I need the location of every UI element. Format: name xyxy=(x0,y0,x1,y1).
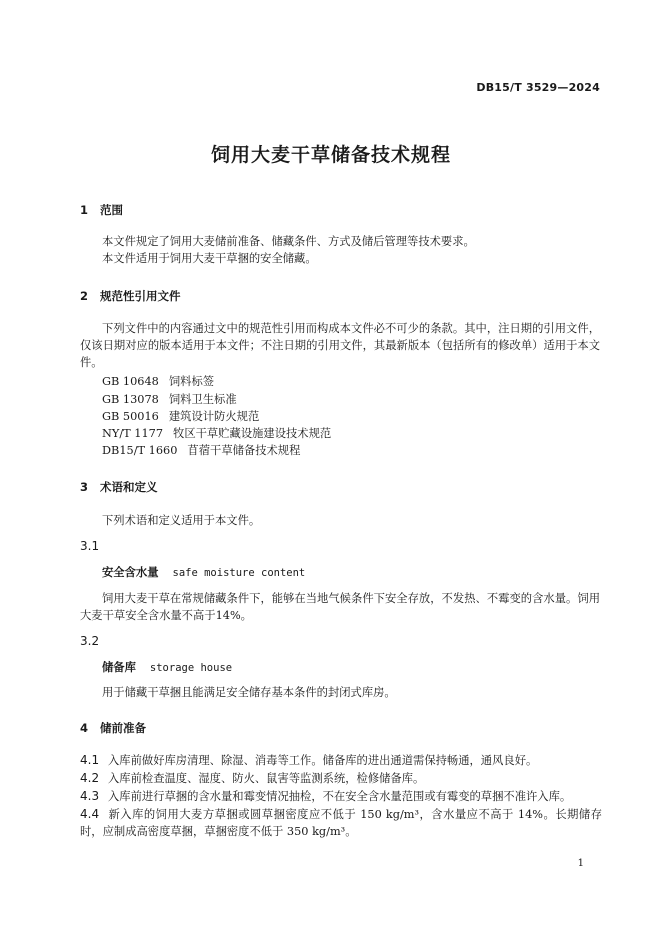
term-definition: 用于储藏干草捆且能满足安全储存基本条件的封闭式库房。 xyxy=(102,686,396,699)
reference-item xyxy=(102,442,300,458)
section-2-heading xyxy=(80,288,181,304)
reference-title: 苜蓿干草储备技术规程 xyxy=(187,444,301,457)
clause-number: 4.2 xyxy=(80,771,100,785)
section-number: 2 xyxy=(80,289,89,303)
term-number: 3.2 xyxy=(80,634,100,648)
clause-item xyxy=(80,806,602,840)
paragraph: 下列文件中的内容通过文中的规范性引用而构成本文件必不可少的条款。其中，注日期的引用文件，仅该日期对应的版本适用于本文件；不注日期的引用文件，其最新版本（包括所有的修改单）适用于本文件。 xyxy=(80,322,600,369)
reference-item xyxy=(102,391,237,407)
clause-text: 入库前做好库房清理、除湿、消毒等工作。储备库的进出通道需保持畅通，通风良好。 xyxy=(108,754,538,767)
clause-text: 入库前检查温度、湿度、防火、鼠害等监测系统，检修储备库。 xyxy=(108,772,425,785)
section-1-heading xyxy=(80,202,123,218)
section-number: 3 xyxy=(80,480,89,494)
reference-item xyxy=(102,373,214,389)
section-4-heading xyxy=(80,720,146,736)
reference-item xyxy=(102,425,331,441)
term-english: safe moisture content xyxy=(172,567,306,579)
reference-code: DB15/T 1660 xyxy=(102,444,178,457)
term-entry xyxy=(102,564,305,580)
term-entry xyxy=(102,659,232,675)
section-3-heading xyxy=(80,479,158,495)
reference-code: GB 50016 xyxy=(102,410,159,423)
term-number: 3.1 xyxy=(80,539,100,553)
reference-title: 建筑设计防火规范 xyxy=(168,410,260,423)
section-title: 规范性引用文件 xyxy=(100,289,181,303)
document-title: 饲用大麦干草储备技术规程 xyxy=(210,144,451,166)
reference-title: 牧区干草贮藏设施建设技术规范 xyxy=(173,427,332,440)
reference-code: GB 13078 xyxy=(102,393,159,406)
clause-item xyxy=(80,788,602,805)
reference-code: GB 10648 xyxy=(102,375,159,388)
paragraph: 本文件规定了饲用大麦储前准备、储藏条件、方式及储后管理等技术要求。 xyxy=(102,235,475,248)
reference-code: NY/T 1177 xyxy=(102,427,164,440)
term-chinese: 安全含水量 xyxy=(102,566,159,579)
term-chinese: 储备库 xyxy=(102,661,136,674)
term-definition: 饲用大麦干草在常规储藏条件下，能够在当地气候条件下安全存放，不发热、不霉变的含水量。饲用大麦干草安全含水量不高于14%。 xyxy=(80,592,600,622)
page-number: 1 xyxy=(577,858,584,869)
section-title: 范围 xyxy=(100,203,123,217)
section-title: 术语和定义 xyxy=(100,480,158,494)
paragraph: 本文件适用于饲用大麦干草捆的安全储藏。 xyxy=(102,252,317,265)
clause-number: 4.1 xyxy=(80,753,100,767)
clause-item xyxy=(80,752,602,769)
paragraph: 下列术语和定义适用于本文件。 xyxy=(102,514,261,527)
reference-title: 饲料卫生标准 xyxy=(168,393,237,406)
clause-number: 4.4 xyxy=(80,807,100,821)
section-title: 储前准备 xyxy=(100,721,146,735)
clause-text: 入库前进行草捆的含水量和霉变情况抽检，不在安全含水量范围或有霉变的草捆不准许入库。 xyxy=(108,790,572,803)
term-english: storage house xyxy=(149,662,233,674)
section-number: 4 xyxy=(80,721,89,735)
document-code: DB15/T 3529—2024 xyxy=(476,81,600,94)
clause-item xyxy=(80,770,602,787)
clause-text: 新入库的饲用大麦方草捆或圆草捆密度应不低于 150 kg/m³，含水量应不高于 14%。长期储存时，应制成高密度草捆，草捆密度不低于 350 kg/m³。 xyxy=(80,808,602,838)
section-number: 1 xyxy=(80,203,89,217)
reference-title: 饲料标签 xyxy=(168,375,215,388)
reference-item xyxy=(102,408,259,424)
clause-number: 4.3 xyxy=(80,789,100,803)
